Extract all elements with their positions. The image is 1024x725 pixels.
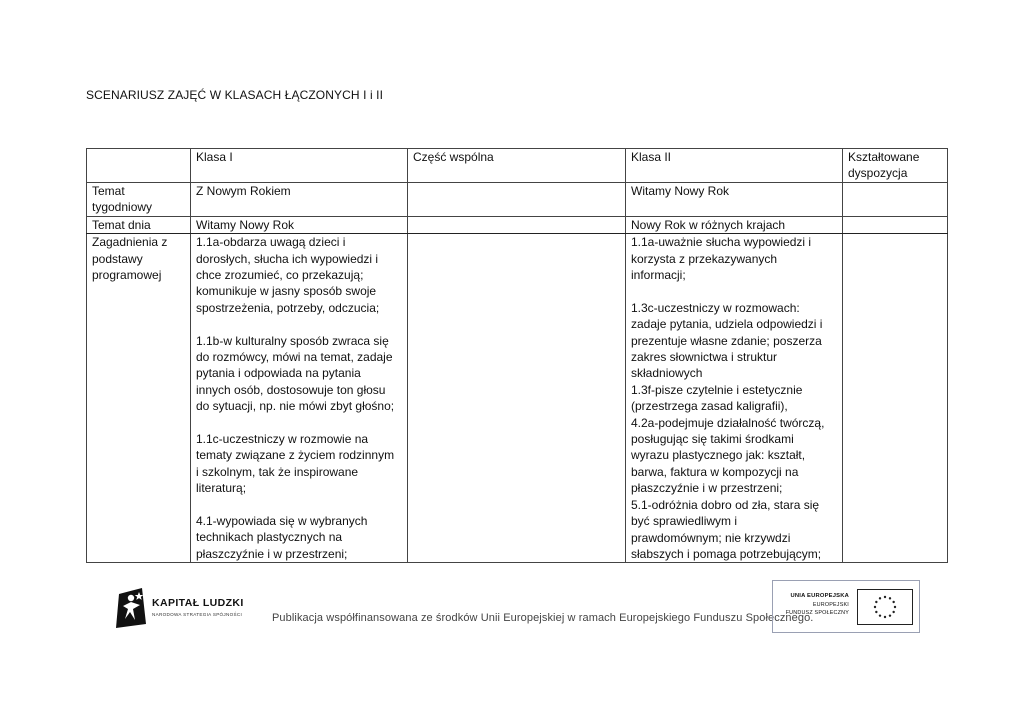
eu-flag-star <box>874 606 876 608</box>
header-klasa-1: Klasa I <box>191 149 408 183</box>
lesson-table <box>86 148 948 563</box>
header-empty-cell <box>87 149 191 183</box>
row-label-zagadnienia: Zagadnienia z podstawy programowej <box>87 234 191 563</box>
eu-flag-star <box>889 597 891 599</box>
zagadnienia-klasa-1-item: 1.1a-obdarza uwagą dzieci i dorosłych, słucha ich wypowiedzi i chce zrozumieć, co przekazują; komunikuje w jasny sposób swoje spostrzeżenia, potrzeby, odczucia; <box>196 235 380 315</box>
eu-logo-line-2: EUROPEJSKI <box>812 602 849 608</box>
eu-logo-line-1: UNIA EUROPEJSKA <box>790 593 849 599</box>
table-row-temat-dnia <box>87 216 948 233</box>
table-row-temat-tygodniowy <box>87 183 948 217</box>
temat-dnia-dyspozycja <box>843 216 948 233</box>
eu-flag-star <box>879 597 881 599</box>
zagadnienia-klasa-2-item: 1.1a-uważnie słucha wypowiedzi i korzysta z przekazywanych informacji; <box>631 235 812 283</box>
zagadnienia-wspolna <box>408 234 626 563</box>
temat-dnia-klasa-1: Witamy Nowy Rok <box>191 216 408 233</box>
eu-flag-star <box>875 611 877 613</box>
zagadnienia-klasa-1 <box>191 234 408 563</box>
eu-flag-icon <box>857 589 913 625</box>
temat-tygodniowy-klasa-2: Witamy Nowy Rok <box>626 183 843 217</box>
row-label-temat-tygodniowy: Temat tygodniowy <box>87 183 191 217</box>
kapital-ludzki-subtitle: NARODOWA STRATEGIA SPÓJNOŚCI <box>152 612 243 617</box>
zagadnienia-klasa-2 <box>626 234 843 563</box>
eu-efs-logo <box>772 580 920 633</box>
temat-tygodniowy-dyspozycja <box>843 183 948 217</box>
header-klasa-2: Klasa II <box>626 149 843 183</box>
temat-dnia-wspolna <box>408 216 626 233</box>
kapital-ludzki-title: KAPITAŁ LUDZKI <box>152 597 244 609</box>
header-ksztaltowane-dyspozycja: Kształtowane dyspozycja <box>843 149 948 183</box>
eu-flag-star <box>884 616 886 618</box>
page-footer <box>0 578 1024 648</box>
eu-flag-star <box>892 601 894 603</box>
eu-flag-star <box>889 614 891 616</box>
eu-flag-star <box>879 614 881 616</box>
kapital-ludzki-logo <box>116 588 256 628</box>
cofinancing-note: Publikacja współfinansowana ze środków Unii Europejskiej w ramach Europejskiego Funduszu Społecznego. <box>272 612 814 624</box>
zagadnienia-klasa-1-item: 4.1-wypowiada się w wybranych technikach plastycznych na płaszczyźnie i w przestrzeni; <box>196 514 368 561</box>
temat-tygodniowy-wspolna <box>408 183 626 217</box>
temat-dnia-klasa-2: Nowy Rok w różnych krajach <box>626 216 843 233</box>
zagadnienia-klasa-1-item: 1.1b-w kulturalny sposób zwraca się do rozmówcy, mówi na temat, zadaje pytania i odpowiada na pytania innych osób, dostosowuje ton głosu do sytuacji, np. nie mówi zbyt głośno; <box>196 333 395 414</box>
zagadnienia-klasa-2-item: 1.3c-uczestniczy w rozmowach: zadaje pytania, udziela odpowiedzi i prezentuje własne zdanie; poszerza zakres słownictwa i struktur składniowych 1.3f-pisze czytelnie i estetycznie (przestrzega zasad kaligrafii), 4.2a-podejmuje działalność twórczą, posługując się takimi środkami wyrazu plastycznego jak: kształt, barwa, faktura w kompozycji na płaszczyźnie i w przestrzeni; 5.1-odróżnia dobro od zła, stara się być sprawiedliwym i prawdomównym; nie krzywdzi słabszych i pomaga potrzebującym; <box>631 300 825 561</box>
zagadnienia-klasa-1-item: 1.1c-uczestniczy w rozmowie na tematy związane z życiem rodzinnym i szkolnym, tak że inspirowane literaturą; <box>196 432 395 496</box>
eu-flag-star <box>884 596 886 598</box>
table-row-zagadnienia <box>87 234 948 563</box>
row-label-temat-dnia: Temat dnia <box>87 216 191 233</box>
zagadnienia-dyspozycja <box>843 234 948 563</box>
header-czesc-wspolna: Część wspólna <box>408 149 626 183</box>
temat-tygodniowy-klasa-1: Z Nowym Rokiem <box>191 183 408 217</box>
document-title: SCENARIUSZ ZAJĘĆ W KLASACH ŁĄCZONYCH I i II <box>86 88 384 102</box>
human-capital-logo-icon <box>116 588 150 628</box>
eu-flag-star <box>894 606 896 608</box>
table-header-row <box>87 149 948 183</box>
eu-logo-line-3: FUNDUSZ SPOŁECZNY <box>785 610 849 616</box>
eu-flag-star <box>892 611 894 613</box>
eu-flag-star <box>875 601 877 603</box>
